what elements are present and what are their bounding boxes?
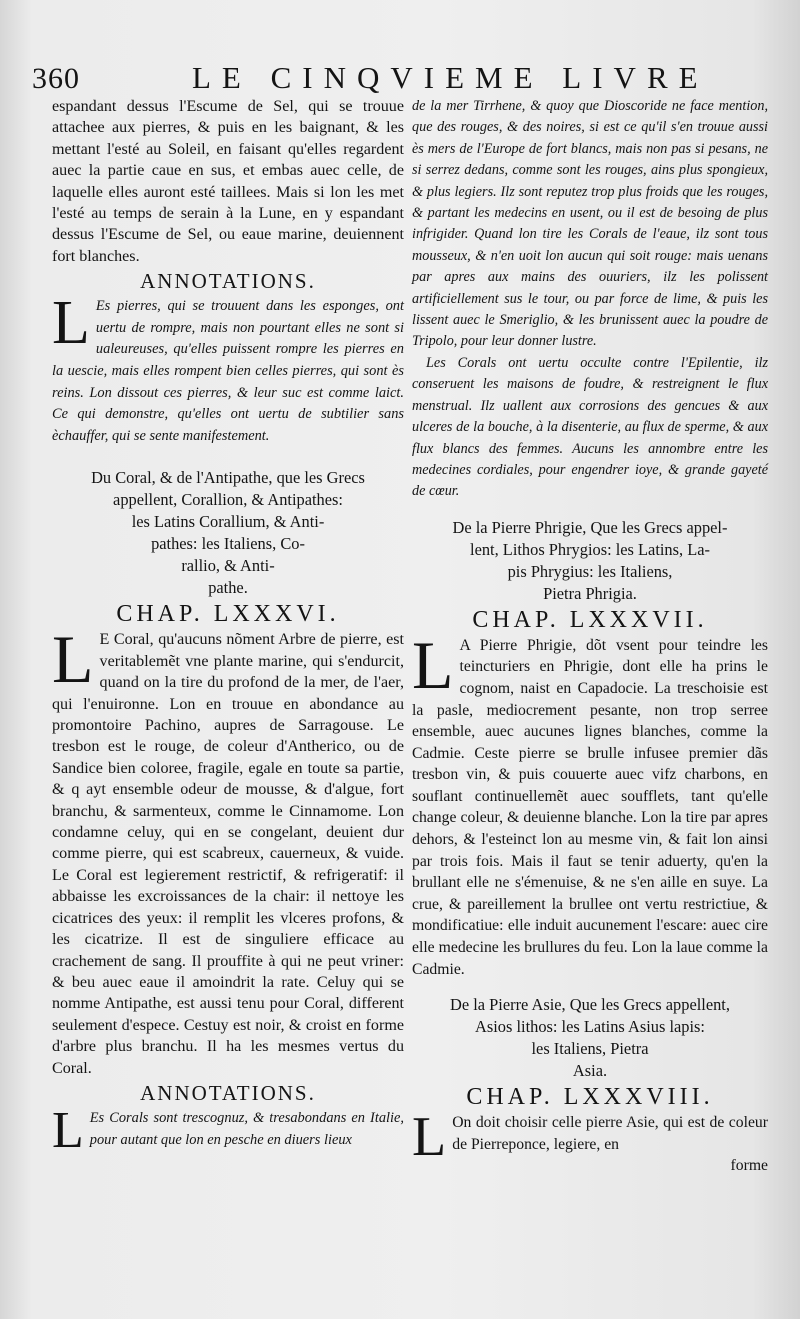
chapter-title-line: De la Pierre Phrigie, Que les Grecs appel- (452, 517, 728, 537)
running-title: LE CINQVIEME LIVRE (192, 60, 709, 95)
chapter-title-line: rallio, & Anti- (181, 556, 275, 576)
chapter-title-line: pis Phrygius: les Italiens, (507, 561, 673, 581)
annotations-text: Es Corals sont trescognuz, & tresabondans en Italie, pour autant que lon en pesche en diuers lieux (89, 1109, 404, 1148)
annotations-continuation-text: de la mer Tirrhene, & quoy que Dioscoride ne face mention, que des rouges, & des noires, si est ce qu'il s'en trouue aussi ès mers de l'Europe de fort blancs, mais non pas si pesans, ne si serrez dedans, comme sont les rouges, ains plus spongieux, & plus legiers. Ilz sont reputez trop plus froids que les rouges, & partant les medecins en usent, ou il est de besoing de plus infrigider. Quand lon tire les Corals de l'eaue, ilz sont tous mousseux, & n'en uoit lon aucun qui soit rouge: mais uenans par apres aux mains des ouuriers, ilz les polissent artificiellement sus le tour, ou par force de lime, & puis les lissent auec le Smeriglio, & les brunissent auec la poudre de Tripolo, pour leur donner lustre. (412, 98, 768, 350)
chapter-text: On doit choisir celle pierre Asie, qui est de coleur de Pierreponce, legiere, en (452, 1114, 768, 1153)
chapter-body (412, 626, 768, 981)
page-number: 360 (32, 62, 80, 95)
annotations-block (52, 289, 404, 447)
chapter-title-line: lent, Lithos Phrygios: les Latins, La- (470, 539, 710, 559)
drop-cap: L (412, 626, 454, 703)
chapter-title-line: Du Coral, & de l'Antipathe, que les Grecs (91, 468, 365, 488)
annotations-block (52, 1101, 404, 1159)
annotations-heading: ANNOTATIONS. (140, 269, 316, 294)
chapter-number: CHAP. LXXXVIII. (466, 1084, 714, 1111)
chapter-number: CHAP. LXXXVI. (116, 601, 340, 628)
chapter-title-line: les Italiens, Pietra (531, 1039, 649, 1059)
chapter-title-line: De la Pierre Asie, Que les Grecs appellent, (450, 995, 730, 1015)
catchword: forme (730, 1157, 768, 1175)
chapter-title-block (412, 994, 768, 1082)
chapter-title-line: Asia. (572, 1061, 608, 1081)
annotations-text: Es pierres, qui se trouuent dans les esponges, ont uertu de rompre, mais non pourtant elles ne sont si ualeureuses, qu'elles puissent rompre les pierres en la uescie, mais elles rompent bien celles pierres, qui sont ès reins. Lon dissout ces pierres, & leur suc est comme laict. Ce qui demonstre, qu'elles ont uertu de subtilier sans èchauffer, qui se sente manifestement. (52, 298, 404, 444)
chapter-title-line: Pietra Phrigia. (543, 583, 637, 603)
chapter-text: E Coral, qu'aucuns nõment Arbre de pierre, est veritablemẽt vne plante marine, qui s'endurcit, quand on la tire du profond de la mer, de l'aer, qui l'enuironne. Lon en trouue en abondance au promontoire Pachino, aupres de Sarragouse. Le tresbon est le rouge, de coleur d'Antherico, ou de Sandice bien coloree, fragile, egale en toute sa partie, & q ayt ensemble odeur de mousse, & d'algue, fort branchu, & sarmenteux, comme le Cinnamome. Lon condamne celuy, qui en se congelant, deuient dur comme pierre, qui est scabreux, cauerneux, & vuide. Le Coral est legierement restrictif, & refrigeratif: il abbaisse les excroissances de la chair: il nettoye les cicatrices des yeux: il remplit les vlceres profons, & les cicatrize. Il est de singuliere efficace au crachement de sang. Il prouffite à qui ne peut vriner: & beu auec eaue il amoindrit la rate. Celuy qui se nomme Antipathe, est aussi tenu pour Coral, different seulement d'espece. Cestuy est noir, & croist en forme d'arbre plus branchu. Il ha les mesmes vertus du Coral. (52, 631, 404, 1077)
chapter-title-line: appellent, Corallion, & Antipathes: (113, 490, 343, 510)
annotations-heading: ANNOTATIONS. (140, 1080, 316, 1105)
drop-cap: L (52, 1101, 84, 1159)
running-head (32, 60, 772, 96)
chapter-title-line: pathes: les Italiens, Co- (151, 534, 305, 554)
chapter-title-block (52, 467, 404, 599)
chapter-text: A Pierre Phrigie, dõt vsent pour teindre les teincturiers en Phrigie, dont elle ha prins le cognom, naist en Capadocie. La treschoisie est la pasle, mediocrement pesante, non trop serree ensemble, auec aucunes lignes blanches, comme la Cadmie. Ceste pierre se brulle infusee premier dãs tresbon vin, & puis couuerte auec vifz charbons, en souflant continuellemẽt auec soufflets, tant qu'elle change coleur, & deuienne blanche. Lon la tire par apres dehors, & l'esteinct lon au mesme vin, & fait lon ainsi par trois fois. Mais il faut se tenir aduerty, qu'en la brullant elle ne s'émenuise, & ne s'en aille en suye. La crue, & pareillement la brullee ont vertu restrictiue, & mondificatiue: elle induit aucunement l'escare: auec cire elle medecine les brullures du feu. Lon la laue comme la Cadmie. (412, 636, 768, 978)
annotations-paragraph: Les Corals ont uertu occulte contre l'Epilentie, ilz conseruent les maisons de foudre, & restreignent le flux menstrual. Ilz uallent aux corrosions des gencues & aux ulceres de la bouche, à la disenterie, au flux de sperme, & aux flux blancs des femmes. Aucuns les annombre entre les medecines cordiales, pour engendrer ioye, & grande gayeté de cœur. (412, 354, 768, 500)
chapter-number: CHAP. LXXXVII. (472, 606, 708, 633)
left-column (52, 96, 404, 1159)
chapter-title-block (412, 517, 768, 605)
chapter-title-line: pathe. (208, 578, 248, 598)
chapter-body (52, 621, 404, 1079)
drop-cap: L (412, 1106, 447, 1169)
drop-cap: L (52, 621, 94, 698)
chapter-title-line: les Latins Corallium, & Anti- (131, 512, 325, 532)
right-column (412, 96, 768, 1177)
drop-cap: L (52, 289, 90, 358)
chapter-continuation-text: espandant dessus l'Escume de Sel, qui se trouue attachee aux pierres, & puis en les baignant, & les mettant l'esté au Soleil, en faisant qu'elles regardent auec la partie caue en sus, et embas auec celle, de laquelle elles auront esté taillees. Mais si lon les met l'esté au temps de serain à la Lune, en y espandant dessus l'Escume de Sel, ou eaue marine, deuiennent fort blanches. (52, 98, 404, 265)
chapter-title-line: Asios lithos: les Latins Asius lapis: (475, 1017, 705, 1037)
